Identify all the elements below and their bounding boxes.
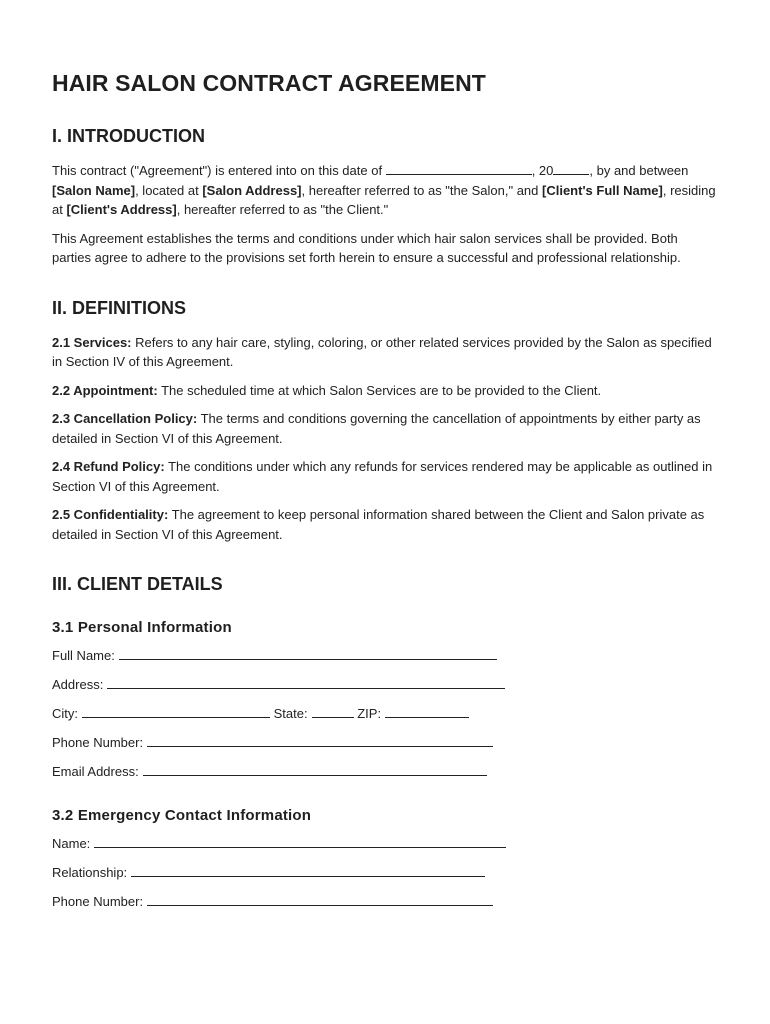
- intro-text: , hereafter referred to as "the Client.": [176, 202, 389, 217]
- section-client-details-heading: III. CLIENT DETAILS: [52, 574, 223, 594]
- emergency-name-field: [52, 834, 718, 854]
- intro-paragraph-1: [52, 161, 718, 220]
- salon-address-placeholder: [Salon Address]: [202, 182, 302, 198]
- definition-text: The terms and conditions governing the cancellation of appointments by either party as detailed in Section VI of this Agreement.: [52, 411, 701, 446]
- definition-item: [52, 457, 718, 496]
- section-introduction-heading: I. INTRODUCTION: [52, 126, 205, 146]
- intro-paragraph-2: This Agreement establishes the terms and conditions under which hair salon services shall be provided. Both parties agree to adhere to the provisions set forth herein to ensure a successful and professional relationship.: [52, 230, 681, 265]
- email-blank[interactable]: [143, 763, 487, 776]
- intro-text: This contract ("Agreement") is entered into on this date of: [52, 163, 383, 178]
- city-blank[interactable]: [82, 705, 270, 718]
- emergency-phone-field: [52, 892, 718, 912]
- personal-info-fields: [52, 646, 718, 782]
- email-label: Email Address:: [52, 764, 139, 779]
- address-label: Address:: [52, 677, 104, 692]
- state-label: State:: [273, 706, 308, 721]
- definition-item: [52, 409, 718, 448]
- intro-body: [52, 161, 718, 268]
- personal-info-heading: 3.1 Personal Information: [52, 619, 232, 636]
- full-name-blank[interactable]: [119, 647, 497, 660]
- zip-blank[interactable]: [385, 705, 469, 718]
- address-field: [52, 675, 718, 695]
- client-name-placeholder: [Client's Full Name]: [542, 182, 663, 198]
- document-title: HAIR SALON CONTRACT AGREEMENT: [52, 70, 486, 96]
- email-field: [52, 762, 718, 782]
- definition-term: 2.3 Cancellation Policy:: [52, 411, 198, 426]
- relationship-label: Relationship:: [52, 864, 128, 880]
- definition-term: 2.5 Confidentiality:: [52, 507, 169, 522]
- section-definitions-heading: II. DEFINITIONS: [52, 297, 187, 318]
- definition-text: The agreement to keep personal information shared between the Client and Salon private as detailed in Section VI of this Agreement.: [52, 507, 705, 542]
- definition-term: 2.4 Refund Policy:: [52, 459, 165, 474]
- client-address-placeholder: [Client's Address]: [66, 202, 177, 217]
- emergency-name-label: Name:: [52, 835, 91, 851]
- definition-text: The scheduled time at which Salon Services are to be provided to the Client.: [157, 382, 602, 398]
- intro-text: , 20: [531, 163, 554, 178]
- emergency-phone-blank[interactable]: [147, 893, 493, 906]
- phone-field: [52, 733, 718, 753]
- emergency-contact-heading: 3.2 Emergency Contact Information: [52, 806, 312, 824]
- phone-label: Phone Number:: [52, 735, 144, 750]
- definition-text: The conditions under which any refunds for services rendered may be applicable as outlined in Section VI of this Agreement.: [52, 459, 713, 494]
- salon-name-placeholder: [Salon Name]: [52, 182, 136, 198]
- address-blank[interactable]: [107, 676, 505, 689]
- definition-term: 2.1 Services:: [52, 334, 132, 350]
- definition-text: Refers to any hair care, styling, coloring, or other related services provided by the Salon as specified in Section IV of this Agreement.: [52, 334, 712, 369]
- city-state-zip-field: [52, 704, 718, 724]
- year-blank[interactable]: [553, 162, 589, 175]
- intro-text: , residing at: [52, 182, 716, 217]
- intro-text: , by and between: [589, 163, 689, 178]
- city-label: City:: [52, 706, 78, 721]
- intro-text: , hereafter referred to as "the Salon," and: [301, 182, 539, 198]
- zip-label: ZIP:: [357, 706, 382, 721]
- definition-item: [52, 505, 718, 544]
- definition-item: [52, 333, 718, 372]
- state-blank[interactable]: [312, 705, 354, 718]
- definition-item: [52, 381, 718, 401]
- full-name-field: [52, 646, 718, 666]
- definitions-list: [52, 333, 718, 545]
- emergency-contact-fields: [52, 834, 718, 912]
- phone-blank[interactable]: [147, 734, 493, 747]
- full-name-label: Full Name:: [52, 648, 115, 663]
- relationship-blank[interactable]: [131, 864, 485, 877]
- date-blank[interactable]: [386, 162, 532, 175]
- emergency-phone-label: Phone Number:: [52, 893, 144, 909]
- definition-term: 2.2 Appointment:: [52, 382, 158, 398]
- relationship-field: [52, 863, 718, 883]
- emergency-name-blank[interactable]: [94, 835, 506, 848]
- intro-text: , located at: [135, 182, 199, 198]
